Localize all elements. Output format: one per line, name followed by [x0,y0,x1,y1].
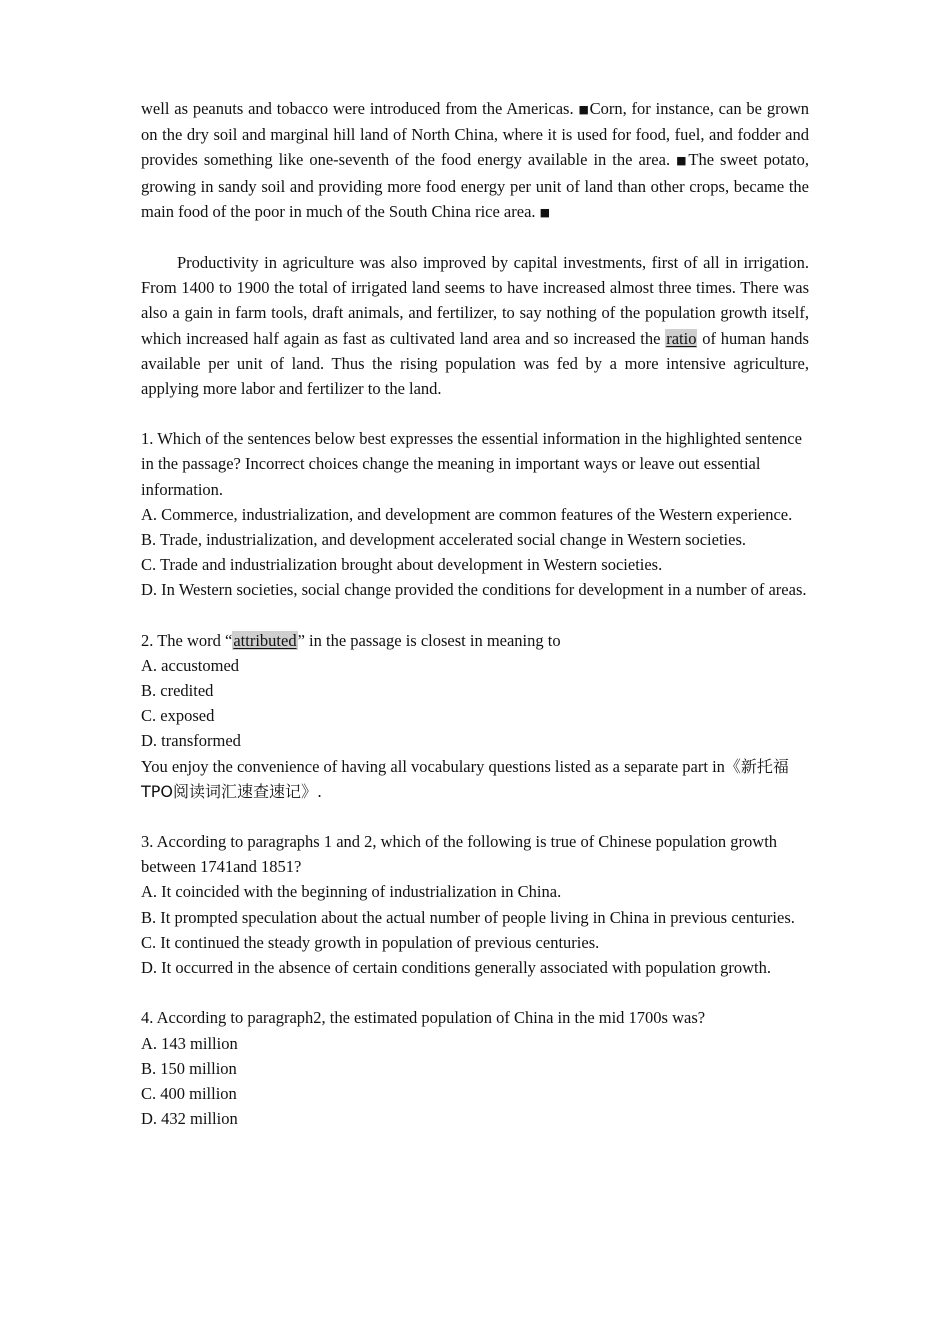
spacer [141,401,809,426]
document-content [141,96,809,1131]
question-2 [141,628,809,804]
question-2-note [141,754,809,804]
question-4-option-b[interactable]: B. 150 million [141,1058,237,1078]
highlight-marker-icon-3[interactable]: ■ [539,205,551,219]
question-1 [141,426,809,602]
question-1-option-c[interactable]: C. Trade and industrialization brought about development in Western societies. [141,555,663,575]
question-3-stem: 3. According to paragraphs 1 and 2, which of the following is true of Chinese population growth between 1741and 1851? [141,832,778,877]
question-2-option-c[interactable]: C. exposed [141,706,215,726]
passage-paragraph-1 [141,96,809,225]
spacer [141,225,809,250]
spacer [141,980,809,1005]
question-2-option-d[interactable]: D. transformed [141,731,241,751]
question-3 [141,829,809,980]
question-3-option-c[interactable]: C. It continued the steady growth in population of previous centuries. [141,932,600,952]
question-1-stem: 1. Which of the sentences below best expresses the essential information in the highlighted sentence in the passage? Incorrect choices change the meaning in important ways or leave out essential information. [141,429,802,499]
question-3-option-d[interactable]: D. It occurred in the absence of certain conditions generally associated with population growth. [141,958,772,978]
question-2-stem [141,628,809,653]
question-3-option-a[interactable]: A. It coincided with the beginning of industrialization in China. [141,882,562,902]
passage-p1-segment-2: Corn, for instance, can be grown on the dry soil and marginal hill land of North China, where it is used for food, fuel, and fodder and provides something like one-seventh of the food energy available in the area. [141,99,809,170]
highlighted-word-attributed[interactable]: attributed [233,630,297,650]
question-2-note-english: You enjoy the convenience of having all vocabulary questions listed as a separate part in [141,756,725,776]
passage-p1-segment-1: well as peanuts and tobacco were introduced from the Americas. [141,99,579,118]
question-1-option-b[interactable]: B. Trade, industrialization, and development accelerated social change in Western societies. [141,530,747,550]
spacer [141,603,809,628]
spacer [141,804,809,829]
passage-p2-segment-2: of human hands available per unit of land. Thus the rising population was fed by a more intensive agriculture, applying more labor and fertilizer to the land. [141,328,809,399]
question-1-option-a[interactable]: A. Commerce, industrialization, and development are common features of the Western experience. [141,504,793,524]
question-2-option-a[interactable]: A. accustomed [141,655,240,675]
passage-p1-segment-3: The sweet potato, growing in sandy soil and providing more food energy per unit of land than other crops, became the main food of the poor in much of the South China rice area. [141,150,809,221]
highlight-marker-icon-2[interactable]: ■ [676,154,689,168]
question-4-option-c[interactable]: C. 400 million [141,1083,237,1103]
question-1-option-d[interactable]: D. In Western societies, social change provided the conditions for development in a number of areas. [141,580,807,600]
passage-p2-segment-1: Productivity in agriculture was also improved by capital investments, first of all in irrigation. From 1400 to 1900 the total of irrigated land seems to have increased almost three times. There was also a gain in farm tools, draft animals, and fertilizer, to say nothing of the population growth itself, which increased half again as fast as cultivated land area and so increased the [141,253,809,348]
question-4-option-d[interactable]: D. 432 million [141,1109,238,1129]
question-3-option-b[interactable]: B. It prompted speculation about the actual number of people living in China in previous centuries. [141,907,795,927]
question-4-stem: 4. According to paragraph2, the estimated population of China in the mid 1700s was? [141,1008,706,1028]
highlighted-word-ratio[interactable]: ratio [666,328,697,348]
question-4 [141,1005,809,1131]
question-2-note-chinese: 《新托福TPO阅读词汇速查速记》. [141,756,789,801]
question-2-option-b[interactable]: B. credited [141,681,214,701]
highlight-marker-icon-1[interactable]: ■ [578,103,590,116]
passage-paragraph-2 [141,250,809,401]
question-4-option-a[interactable]: A. 143 million [141,1033,238,1053]
question-2-stem-part-2: ” in the passage is closest in meaning to [297,630,561,650]
question-2-stem-part-1: 2. The word “ [141,630,233,650]
